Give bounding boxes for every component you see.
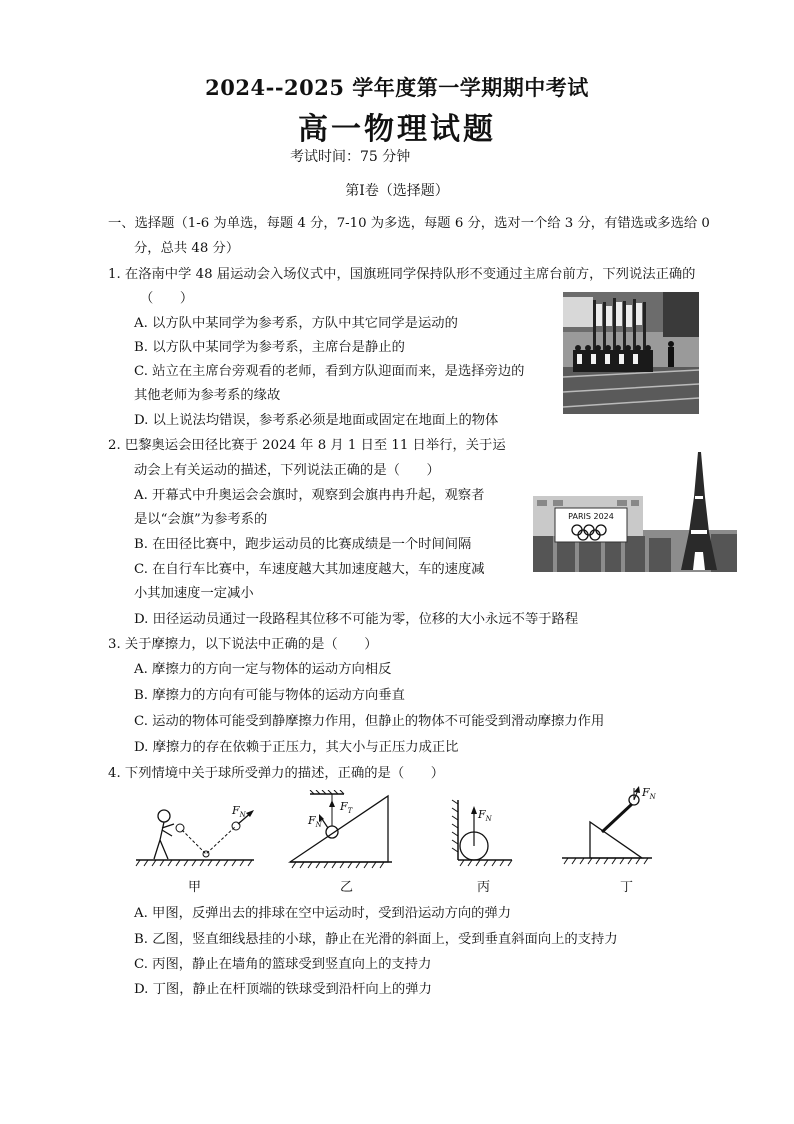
q2-option-b: B. 在田径比赛中，跑步运动员的比赛成绩是一个时间间隔 <box>134 537 472 552</box>
figure-yi <box>288 790 398 874</box>
figure-label-yi: 乙 <box>340 880 354 895</box>
paris-2024-text: PARIS 2024 <box>568 512 614 521</box>
q2-option-a-line1: A. 开幕式中升奥运会会旗时，观察到会旗冉冉升起，观察者 <box>134 488 485 503</box>
yi-force-t-sub: T <box>347 807 353 815</box>
svg-text:FN <box>641 786 657 801</box>
figure-bing <box>448 796 520 874</box>
ding-force-f: F <box>642 786 650 799</box>
q2-stem-line2: 动会上有关运动的描述，下列说法正确的是（ ） <box>134 463 440 478</box>
q2-option-c-line1: C. 在自行车比赛中，车速度越大其加速度越大，车的速度减 <box>134 562 485 577</box>
section1-instructions-line1: 一、选择题（1-6 为单选，每题 4 分，7-10 为多选，每题 6 分，选对一个给 3 分，有错选或多选给 0 <box>108 216 710 231</box>
q1-option-d: D. 以上说法均错误，参考系必须是地面或固定在地面上的物体 <box>134 413 499 428</box>
q4-option-a: A. 甲图，反弹出去的排球在空中运动时，受到沿运动方向的弹力 <box>134 906 512 921</box>
figure-jia <box>134 796 264 874</box>
q1-stem-line2: （ ） <box>140 291 194 306</box>
q4-option-d: D. 丁图，静止在杆顶端的铁球受到沿杆向上的弹力 <box>134 982 432 997</box>
exam-time: 考试时间：75 分钟 <box>290 149 411 165</box>
section1-instructions-line2: 分，总共 48 分） <box>134 241 240 256</box>
q1-option-a: A. 以方队中某同学为参考系，方队中其它同学是运动的 <box>134 316 458 331</box>
q1-stem-line1: 1. 在洛南中学 48 届运动会入场仪式中，国旗班同学保持队形不变通过主席台前方，下列说法正确的 <box>108 267 696 282</box>
q3-stem: 3. 关于摩擦力，以下说法中正确的是（ ） <box>108 637 378 652</box>
jia-force-sub: N <box>239 811 246 819</box>
svg-text:FN <box>477 808 493 823</box>
q2-stem-line1: 2. 巴黎奥运会田径比赛于 2024 年 8 月 1 日至 11 日举行，关于运 <box>108 438 506 453</box>
figure-label-jia: 甲 <box>188 880 202 895</box>
svg-text:FN <box>231 804 247 819</box>
q2-option-d: D. 田径运动员通过一段路程其位移不可能为零，位移的大小永远不等于路程 <box>134 612 579 627</box>
q1-option-c-line2: 其他老师为参考系的缘故 <box>134 388 281 403</box>
q1-option-b: B. 以方队中某同学为参考系，主席台是静止的 <box>134 340 405 355</box>
ding-force-sub: N <box>649 793 656 801</box>
q3-option-a: A. 摩擦力的方向一定与物体的运动方向相反 <box>134 662 392 677</box>
q3-option-c: C. 运动的物体可能受到静摩擦力作用，但静止的物体不可能受到滑动摩擦力作用 <box>134 714 605 729</box>
q2-option-c-line2: 小其加速度一定减小 <box>134 586 254 601</box>
subject-title: 高一物理试题 <box>298 112 496 147</box>
bing-force-f: F <box>478 808 486 821</box>
q1-option-c-line1: C. 站立在主席台旁观看的老师，看到方队迎面而来，是选择旁边的 <box>134 364 525 379</box>
q4-option-c: C. 丙图，静止在墙角的篮球受到竖直向上的支持力 <box>134 957 432 972</box>
jia-force-f: F <box>232 804 240 817</box>
paris-photo <box>533 452 737 572</box>
exam-title: 2024--2025 学年度第一学期期中考试 <box>205 75 589 100</box>
figure-ding <box>562 782 672 874</box>
q4-stem: 4. 下列情境中关于球所受弹力的描述，正确的是（ ） <box>108 766 445 781</box>
bing-force-sub: N <box>485 815 492 823</box>
parade-photo <box>563 292 699 414</box>
yi-force-n-sub: N <box>315 821 322 829</box>
yi-force-n: F <box>308 814 316 827</box>
q3-option-b: B. 摩擦力的方向有可能与物体的运动方向垂直 <box>134 688 405 703</box>
figure-label-ding: 丁 <box>620 880 634 895</box>
q4-option-b: B. 乙图，竖直细线悬挂的小球，静止在光滑的斜面上，受到垂直斜面向上的支持力 <box>134 932 618 947</box>
q3-option-d: D. 摩擦力的存在依赖于正压力，其大小与正压力成正比 <box>134 740 459 755</box>
q2-option-a-line2: 是以“会旗”为参考系的 <box>134 512 268 527</box>
yi-force-t: F <box>340 800 348 813</box>
figure-label-bing: 丙 <box>477 880 491 895</box>
volume-title: 第Ⅰ卷（选择题） <box>345 183 449 199</box>
svg-text:FT <box>339 800 354 815</box>
